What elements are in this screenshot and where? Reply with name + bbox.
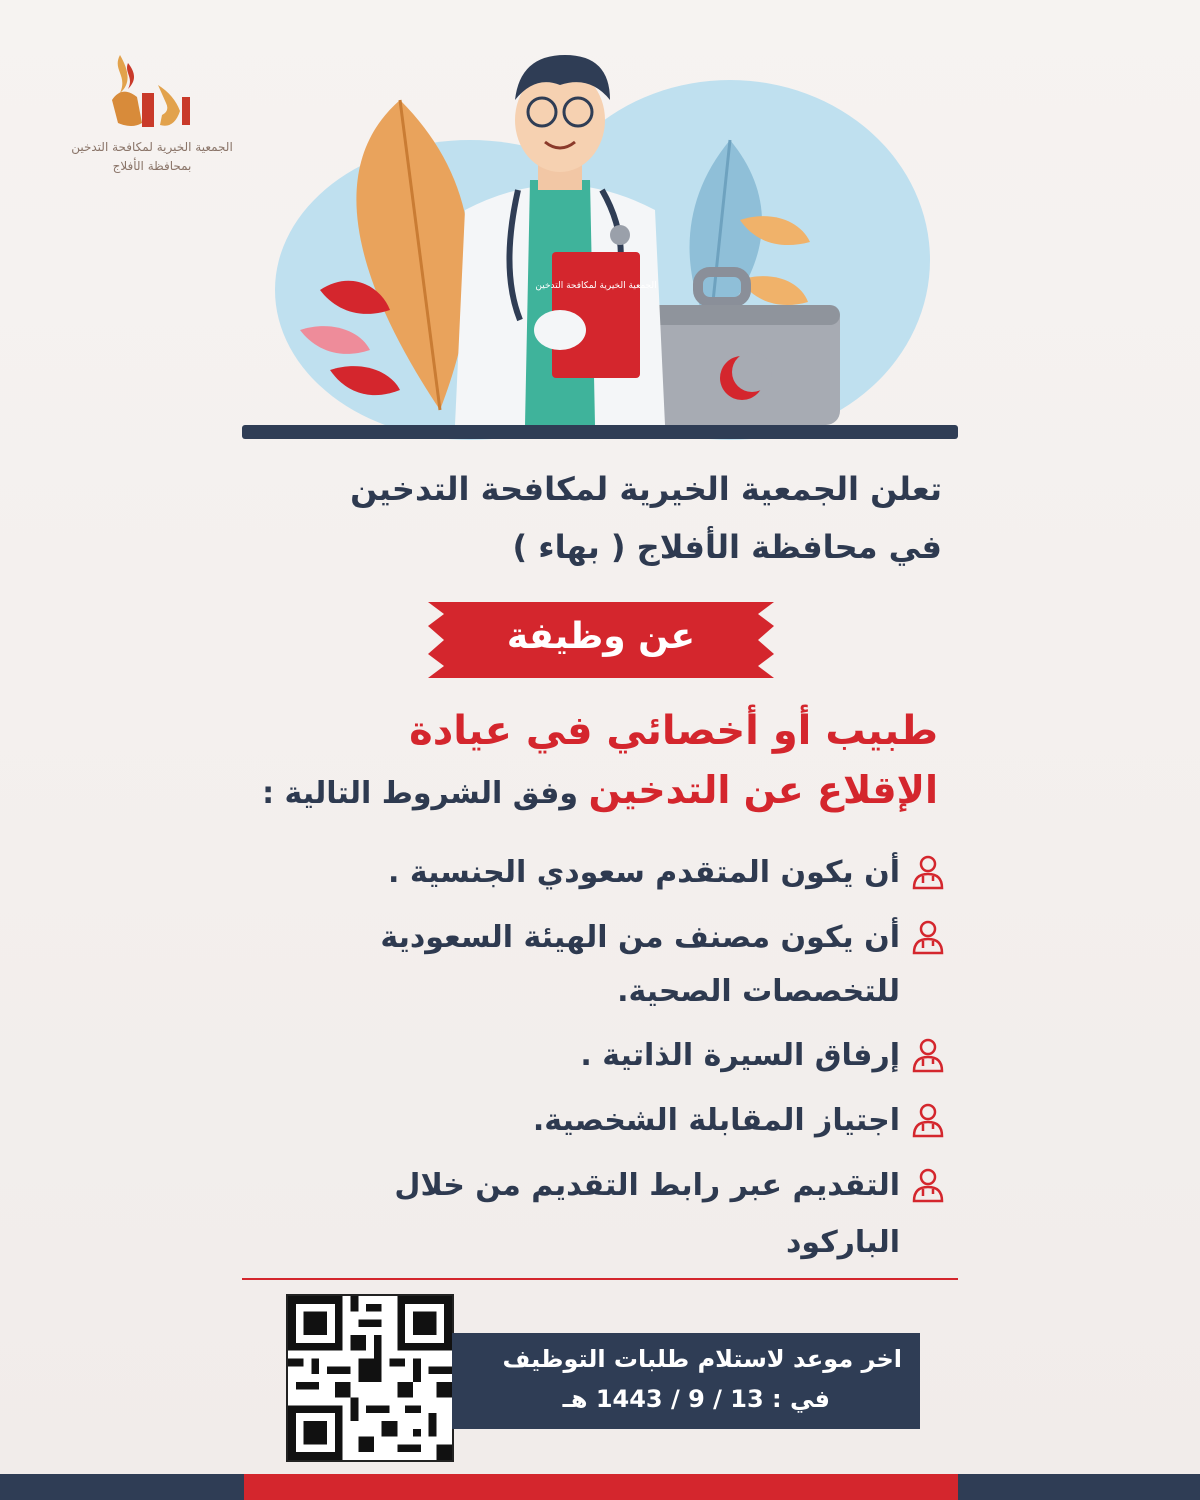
condition-item <box>394 1165 948 1205</box>
doctor-icon <box>908 1100 948 1140</box>
footer-stripe-middle <box>244 1474 958 1500</box>
doctor-icon <box>908 1165 948 1205</box>
shelf-bar <box>242 425 958 439</box>
logo-org-location: بمحافظة الأفلاج <box>112 159 192 173</box>
doctor-icon <box>908 917 948 957</box>
deadline-date: في : 13 / 9 / 1443 هـ <box>562 1385 830 1413</box>
condition-item <box>580 1035 948 1075</box>
job-title-highlight: الإقلاع عن التدخين <box>588 768 938 812</box>
doctor-icon <box>908 1035 948 1075</box>
footer-stripe-left <box>0 1474 244 1500</box>
section-divider <box>242 1278 958 1280</box>
job-title-line-1: طبيب أو أخصائي في عيادة <box>409 708 938 754</box>
job-banner <box>428 602 774 678</box>
deadline-box <box>452 1333 920 1429</box>
condition-item <box>380 917 948 957</box>
qr-code-icon <box>288 1296 452 1460</box>
condition-text: أن يكون المتقدم سعودي الجنسية . <box>388 854 900 890</box>
condition-continuation: الباركود <box>786 1225 900 1260</box>
job-title-line-2 <box>262 768 938 812</box>
condition-text: إرفاق السيرة الذاتية . <box>580 1037 900 1073</box>
banner-label: عن وظيفة <box>506 616 696 657</box>
job-title-suffix: وفق الشروط التالية : <box>262 776 589 811</box>
doctor-illustration <box>260 30 940 440</box>
condition-continuation: للتخصصات الصحية. <box>617 974 900 1009</box>
logo-org-name: الجمعية الخيرية لمكافحة التدخين <box>71 140 233 154</box>
condition-item <box>533 1100 948 1140</box>
condition-text: اجتياز المقابلة الشخصية. <box>532 1102 900 1138</box>
condition-text: أن يكون مصنف من الهيئة السعودية <box>380 919 900 955</box>
condition-item <box>388 852 948 892</box>
doctor-icon <box>908 852 948 892</box>
condition-text: التقديم عبر رابط التقديم من خلال <box>394 1167 900 1203</box>
baha-logo-icon <box>62 45 242 140</box>
footer-stripe-right <box>958 1474 1200 1500</box>
clipboard-text: الجمعية الخيرية لمكافحة التدخين <box>535 281 657 291</box>
qr-code[interactable] <box>286 1294 454 1462</box>
deadline-label: اخر موعد لاستلام طلبات التوظيف <box>502 1345 902 1373</box>
organization-logo <box>62 45 242 180</box>
announcement-line-2: في محافظة الأفلاج ( بهاء ) <box>512 528 942 566</box>
announcement-line-1: تعلن الجمعية الخيرية لمكافحة التدخين <box>350 470 942 508</box>
